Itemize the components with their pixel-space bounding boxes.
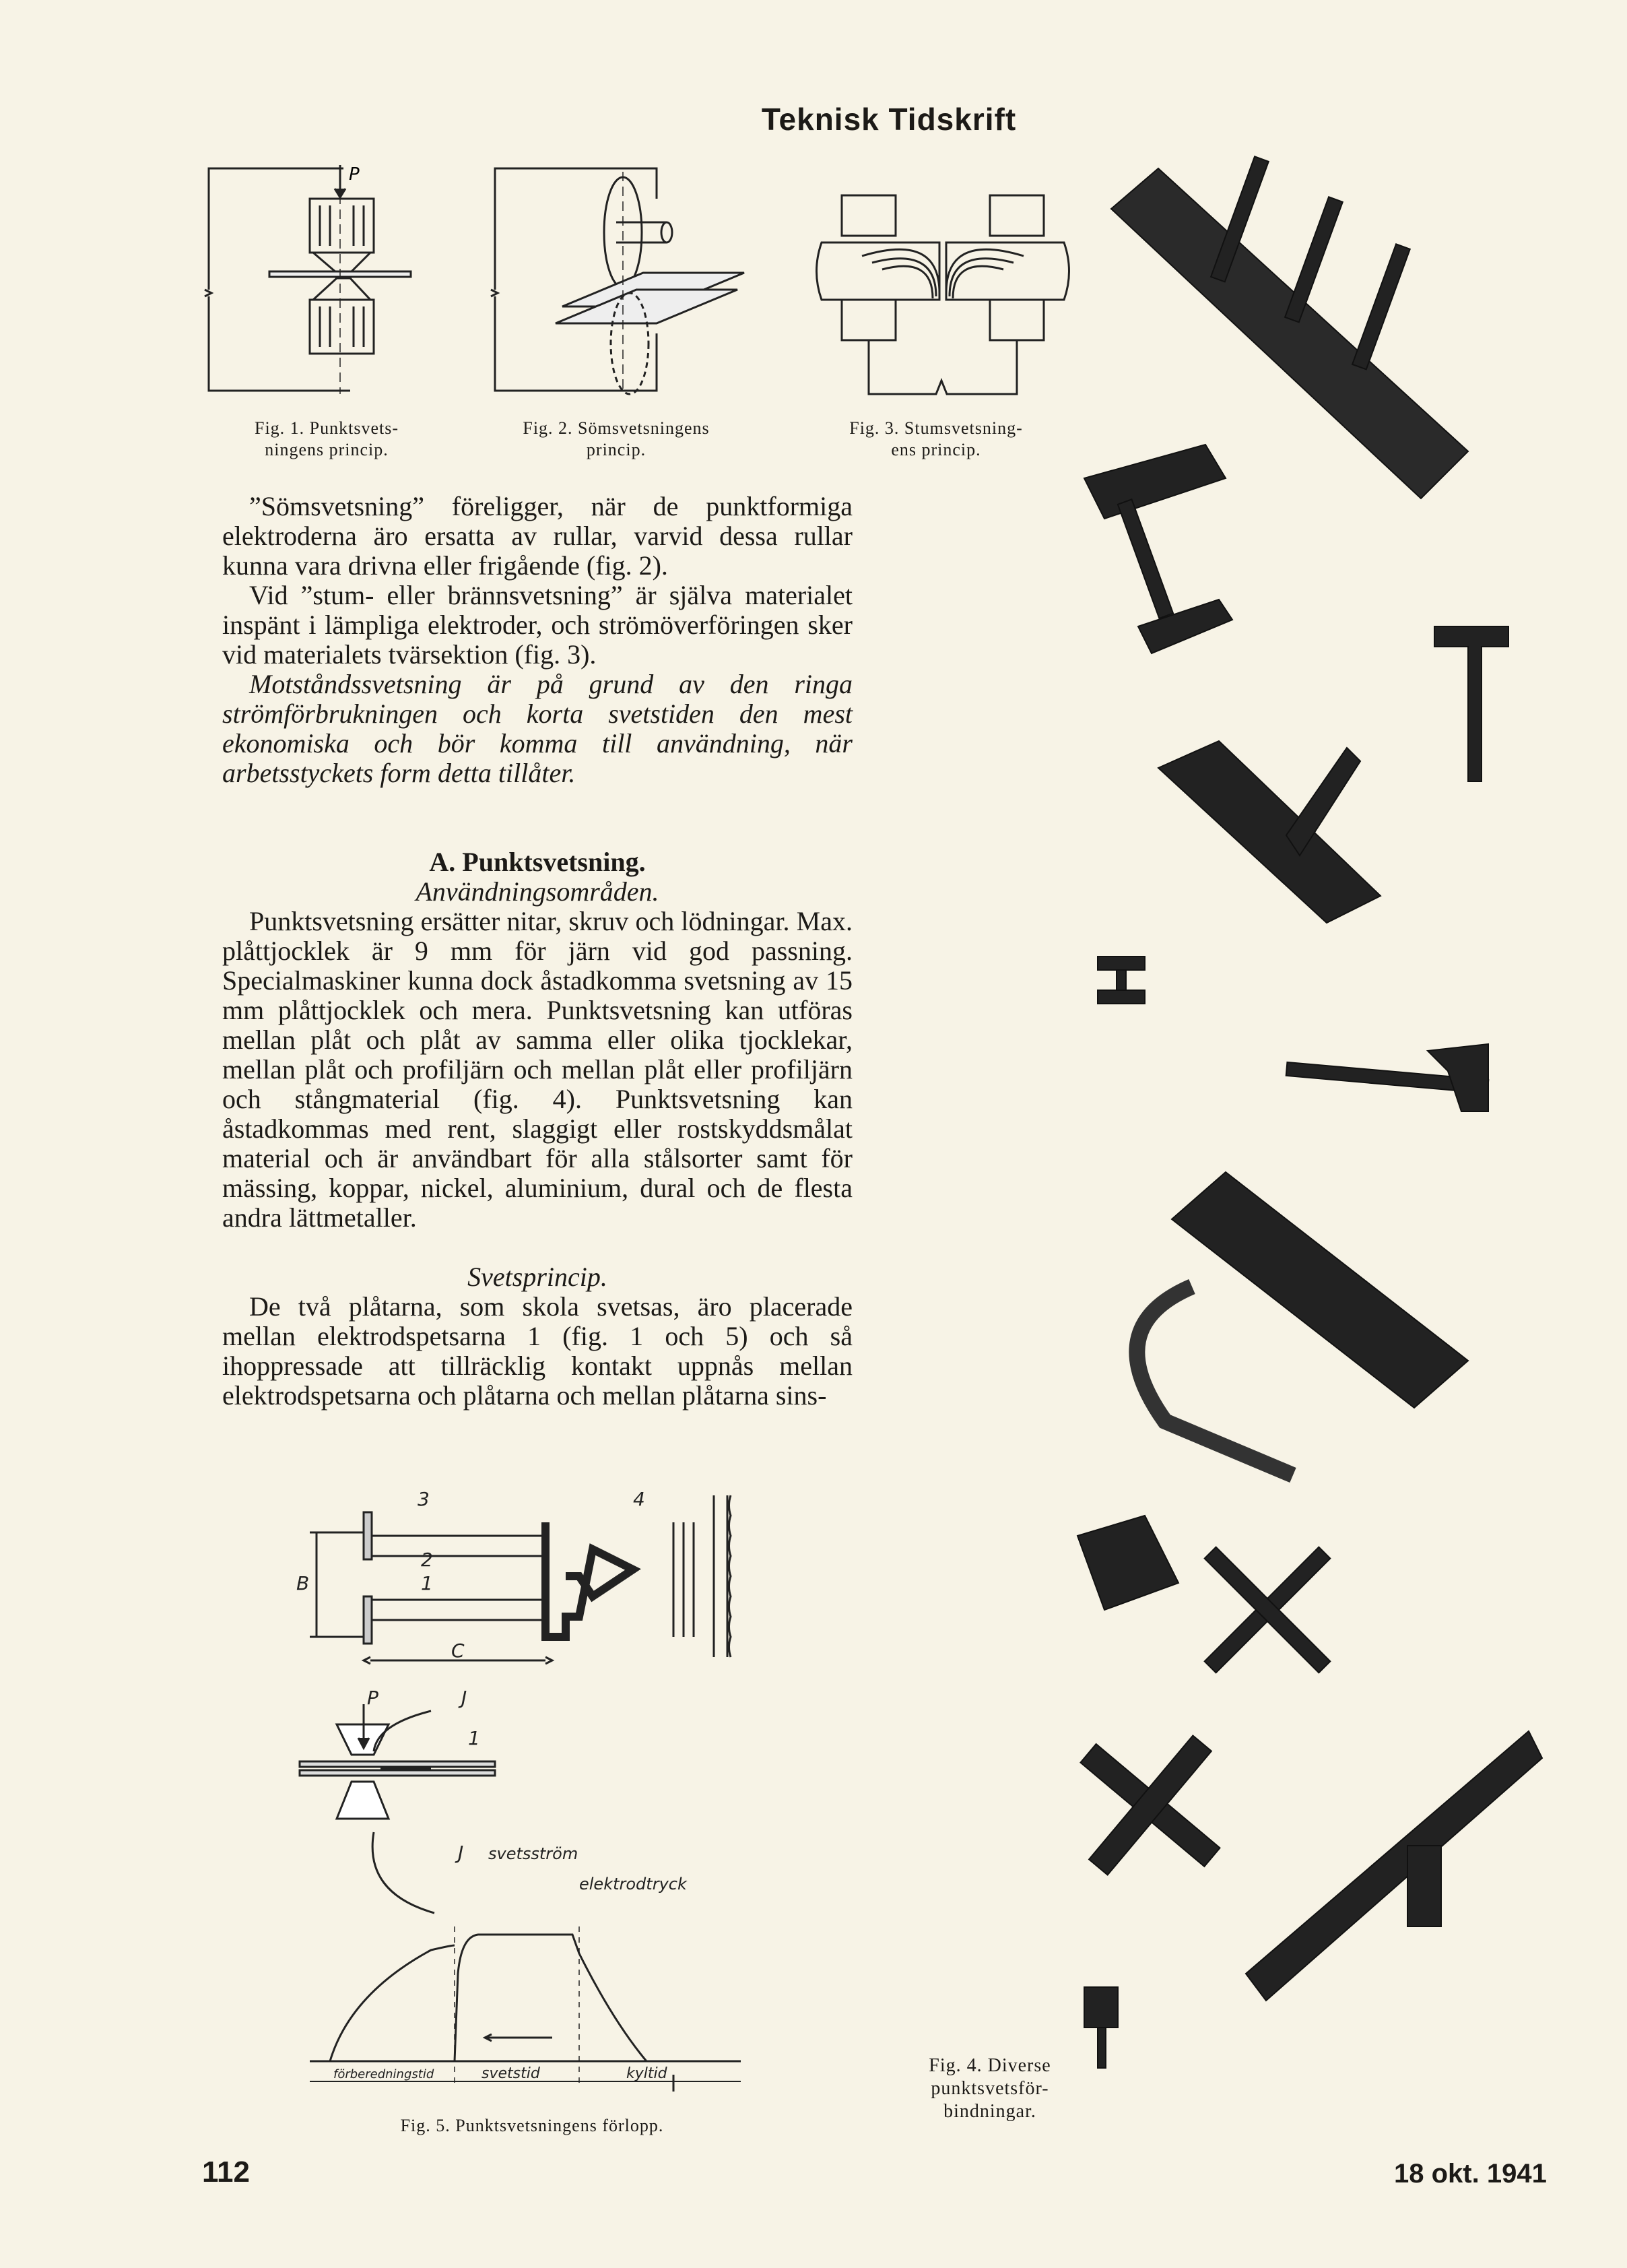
- fig5-label-forberedningstid: förberedningstid: [333, 2067, 434, 2081]
- paragraph-resistance-welding: Motståndssvetsning är på grund av den ringa strömförbrukningen och korta svetstiden den mest ekonomiska och bör komma till användning, när arbetsstyckets form detta tillåter.: [222, 669, 853, 788]
- fig5-label-j-top: J: [461, 1687, 467, 1709]
- section-heading-a: A. Punktsvetsning.: [429, 847, 646, 877]
- paragraph-weld-principle: De två plåtarna, som skola svetsas, äro placerade mellan elektrodspetsarna 1 (fig. 1 och 5) och så ihoppressade att tillräcklig kontakt uppnås mellan elektrodspetsarna och plåtarna och mellan plåtarna sins-: [222, 1291, 853, 1411]
- fig5-label-p: P: [367, 1687, 378, 1709]
- fig5-label-svetsstrom: svetsström: [488, 1844, 578, 1863]
- fig1-caption: Fig. 1. Punktsvets- ningens princip.: [254, 418, 399, 459]
- subheading-applications: Användningsområden.: [416, 876, 659, 907]
- fig5-label-b: B: [296, 1572, 310, 1594]
- figure-1-spot-welding-diagram: [202, 165, 444, 397]
- fig5-label-j-bottom: J: [458, 1842, 464, 1864]
- fig2-caption: Fig. 2. Sömsvetsningens princip.: [523, 418, 710, 459]
- fig5-label-elektrodtryck: elektrodtryck: [579, 1875, 687, 1893]
- figure-5-spot-welding-process: [296, 1455, 768, 2108]
- fig4-caption: Fig. 4. Diverse punktsvetsför- bindningar.: [929, 2055, 1051, 2122]
- figure-4-spot-welded-joints-photo: [1044, 155, 1556, 2108]
- figure-2-seam-welding-diagram: [488, 165, 751, 397]
- paragraph-spot-welding: Punktsvetsning ersätter nitar, skruv och lödningar. Max. plåttjocklek är 9 mm för järn vid god passning. Specialmaskiner kunna dock åstadkomma svetsning av 15 mm plåttjocklek och mera. Punktsvetsning kan utföras mellan plåt och plåt av samma eller olika tjocklekar, mellan plåt och profiljärn och mellan plåt eller profiljärn och stångmaterial (fig. 4). Punktsvetsning kan åstadkommas med rent, slaggigt eller rostskyddsmålat material och är användbart för alla stålsorter samt för mässing, koppar, nickel, aluminium, dural och de flesta andra lättmetaller.: [222, 906, 853, 1233]
- paragraph-seam-welding: ”Sömsvetsning” föreligger, när de punktformiga elektroderna äro ersatta av rullar, varvid dessa rullar kunna vara drivna eller frigående (fig. 2).: [222, 491, 853, 581]
- fig5-label-kyltid: kyltid: [626, 2065, 667, 2082]
- paragraph-butt-welding: Vid ”stum- eller brännsvetsning” är själva materialet inspänt i lämpliga elektroder, och strömöverföringen sker vid materialets tvärsektion (fig. 3).: [222, 580, 853, 670]
- fig5-label-svetstid: svetstid: [482, 2065, 540, 2082]
- fig5-label-c: C: [451, 1640, 465, 1662]
- journal-header: Teknisk Tidskrift: [761, 102, 1017, 137]
- fig5-label-2: 2: [421, 1549, 433, 1571]
- fig5-caption: Fig. 5. Punktsvetsningens förlopp.: [400, 2116, 664, 2135]
- figure-3-butt-welding-diagram: [808, 192, 1077, 401]
- issue-date: 18 okt. 1941: [1394, 2159, 1547, 2189]
- page-number: 112: [202, 2156, 250, 2189]
- fig5-label-one: 1: [468, 1727, 480, 1749]
- fig5-label-4: 4: [633, 1488, 645, 1510]
- body-text-column: [222, 492, 853, 1411]
- fig1-label-p: P: [349, 165, 360, 185]
- subheading-weld-principle: Svetsprincip.: [467, 1262, 607, 1292]
- fig5-label-3: 3: [418, 1488, 430, 1510]
- fig3-caption: Fig. 3. Stumsvetsning- ens princip.: [849, 418, 1023, 459]
- fig5-label-1: 1: [421, 1572, 433, 1594]
